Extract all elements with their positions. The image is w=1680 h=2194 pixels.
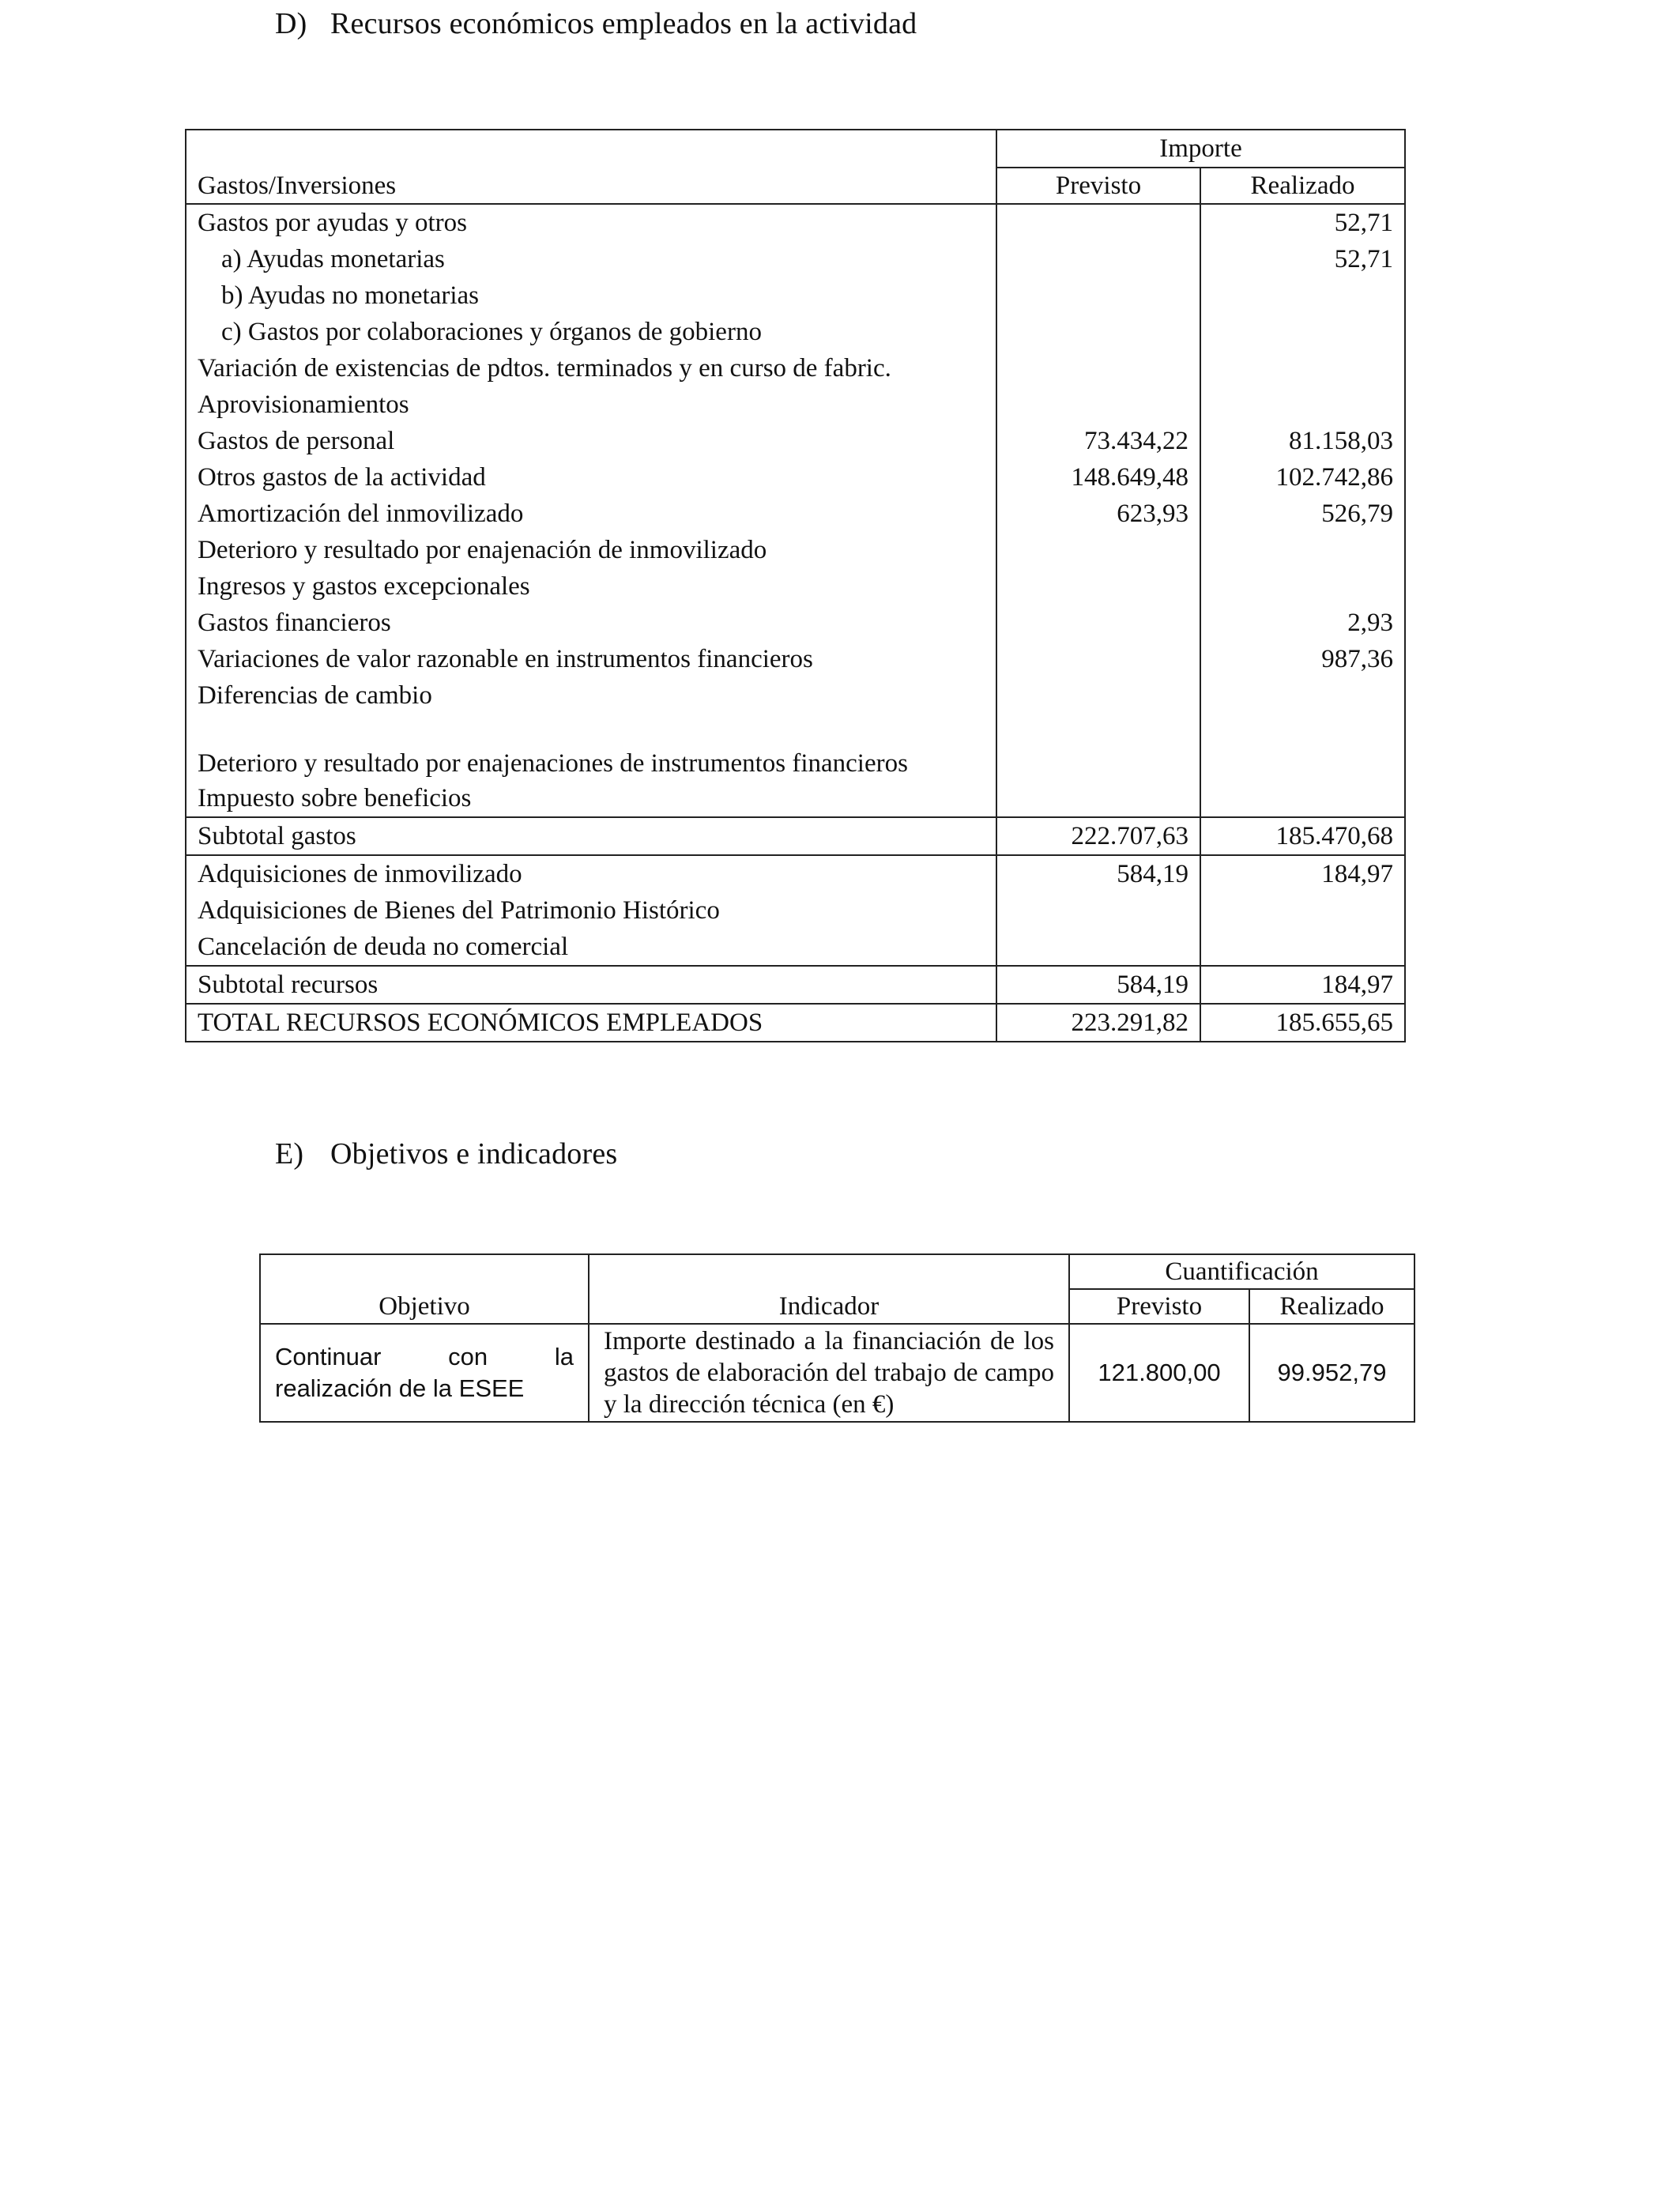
row-label: Variaciones de valor razonable en instrumentos financieros xyxy=(186,641,996,677)
row-realizado xyxy=(1200,314,1405,350)
table-row xyxy=(186,459,1405,496)
subtotal-recursos-row xyxy=(186,966,1405,1004)
row-realizado: 102.742,86 xyxy=(1200,459,1405,496)
row-previsto: 623,93 xyxy=(996,496,1200,532)
row-realizado xyxy=(1200,277,1405,314)
row-label: Aprovisionamientos xyxy=(186,386,996,423)
row-label: Cancelación de deuda no comercial xyxy=(186,929,996,966)
row-previsto xyxy=(996,714,1200,780)
row-realizado xyxy=(1200,568,1405,605)
table-row xyxy=(186,386,1405,423)
row-realizado xyxy=(1200,532,1405,568)
row-realizado: 52,71 xyxy=(1200,241,1405,277)
table-row xyxy=(186,423,1405,459)
row-label: Adquisiciones de inmovilizado xyxy=(186,855,996,892)
table-row xyxy=(186,714,1405,780)
table-row xyxy=(186,568,1405,605)
row-label: Gastos de personal xyxy=(186,423,996,459)
objetivo-line-1: Continuar con la xyxy=(275,1343,574,1370)
row-realizado: 81.158,03 xyxy=(1200,423,1405,459)
row-realizado: 52,71 xyxy=(1200,204,1405,241)
row-previsto xyxy=(996,277,1200,314)
table-row xyxy=(186,892,1405,929)
subtotal-recursos-label: Subtotal recursos xyxy=(186,966,996,1004)
section-d-letter: D) xyxy=(275,7,307,40)
table-row xyxy=(186,605,1405,641)
objetivo-cell xyxy=(260,1324,589,1422)
total-realizado: 185.655,65 xyxy=(1200,1004,1405,1042)
row-label: b) Ayudas no monetarias xyxy=(186,277,996,314)
table-row xyxy=(186,204,1405,241)
row-label: Gastos por ayudas y otros xyxy=(186,204,996,241)
row-label: Impuesto sobre beneficios xyxy=(186,780,996,817)
table-row xyxy=(186,855,1405,892)
table-row xyxy=(186,314,1405,350)
row-label: Deterioro y resultado por enajenaciones de instrumentos financieros xyxy=(186,714,996,780)
row-label: Amortización del inmovilizado xyxy=(186,496,996,532)
row-label: Ingresos y gastos excepcionales xyxy=(186,568,996,605)
row-previsto xyxy=(996,892,1200,929)
table-row xyxy=(186,496,1405,532)
table-row xyxy=(186,241,1405,277)
header-realizado: Realizado xyxy=(1249,1289,1414,1324)
subtotal-recursos-previsto: 584,19 xyxy=(996,966,1200,1004)
row-realizado xyxy=(1200,929,1405,966)
total-previsto: 223.291,82 xyxy=(996,1004,1200,1042)
section-d-heading xyxy=(275,6,917,41)
table-row xyxy=(186,277,1405,314)
row-realizado xyxy=(1200,892,1405,929)
header-cuantificacion: Cuantificación xyxy=(1069,1254,1414,1289)
row-label: Gastos financieros xyxy=(186,605,996,641)
subtotal-gastos-label: Subtotal gastos xyxy=(186,817,996,855)
row-realizado xyxy=(1200,714,1405,780)
objetivo-line-2: realización de la ESEE xyxy=(275,1374,525,1402)
header-importe: Importe xyxy=(996,130,1405,168)
indicador-cell: Importe destinado a la financiación de los gastos de elaboración del trabajo de campo y la dirección técnica (en €) xyxy=(589,1324,1069,1422)
table-row xyxy=(186,929,1405,966)
row-realizado xyxy=(1200,350,1405,386)
row-previsto xyxy=(996,568,1200,605)
row-previsto xyxy=(996,386,1200,423)
realizado-cell: 99.952,79 xyxy=(1249,1324,1414,1422)
section-d-title: Recursos económicos empleados en la actividad xyxy=(330,7,917,40)
subtotal-recursos-realizado: 184,97 xyxy=(1200,966,1405,1004)
previsto-cell: 121.800,00 xyxy=(1069,1324,1249,1422)
row-label: Diferencias de cambio xyxy=(186,677,996,714)
row-previsto xyxy=(996,641,1200,677)
row-realizado: 987,36 xyxy=(1200,641,1405,677)
row-previsto: 584,19 xyxy=(996,855,1200,892)
row-label: a) Ayudas monetarias xyxy=(186,241,996,277)
row-previsto xyxy=(996,677,1200,714)
row-label: Adquisiciones de Bienes del Patrimonio Histórico xyxy=(186,892,996,929)
row-label: Deterioro y resultado por enajenación de inmovilizado xyxy=(186,532,996,568)
header-objetivo: Objetivo xyxy=(260,1254,589,1324)
row-previsto xyxy=(996,780,1200,817)
row-realizado: 184,97 xyxy=(1200,855,1405,892)
table-row xyxy=(186,350,1405,386)
row-previsto xyxy=(996,204,1200,241)
header-previsto: Previsto xyxy=(1069,1289,1249,1324)
row-label: Variación de existencias de pdtos. terminados y en curso de fabric. xyxy=(186,350,996,386)
table-row xyxy=(186,780,1405,817)
table-row xyxy=(260,1324,1414,1422)
header-previsto: Previsto xyxy=(996,168,1200,204)
row-realizado xyxy=(1200,386,1405,423)
row-label: c) Gastos por colaboraciones y órganos de gobierno xyxy=(186,314,996,350)
subtotal-gastos-row xyxy=(186,817,1405,855)
row-previsto xyxy=(996,532,1200,568)
section-e-letter: E) xyxy=(275,1137,304,1171)
row-realizado: 2,93 xyxy=(1200,605,1405,641)
table-row xyxy=(186,641,1405,677)
subtotal-gastos-previsto: 222.707,63 xyxy=(996,817,1200,855)
resources-table xyxy=(185,129,1406,1042)
row-previsto: 73.434,22 xyxy=(996,423,1200,459)
table-row xyxy=(186,532,1405,568)
total-row xyxy=(186,1004,1405,1042)
row-previsto xyxy=(996,929,1200,966)
header-realizado: Realizado xyxy=(1200,168,1405,204)
table-row xyxy=(186,677,1405,714)
row-label: Otros gastos de la actividad xyxy=(186,459,996,496)
row-realizado: 526,79 xyxy=(1200,496,1405,532)
subtotal-gastos-realizado: 185.470,68 xyxy=(1200,817,1405,855)
row-previsto xyxy=(996,605,1200,641)
section-e-title: Objetivos e indicadores xyxy=(330,1137,618,1171)
header-gastos-inversiones: Gastos/Inversiones xyxy=(186,168,996,204)
row-realizado xyxy=(1200,677,1405,714)
row-previsto: 148.649,48 xyxy=(996,459,1200,496)
section-e-heading xyxy=(275,1137,617,1171)
header-indicador: Indicador xyxy=(589,1254,1069,1324)
objectives-table xyxy=(259,1253,1415,1423)
row-previsto xyxy=(996,350,1200,386)
row-previsto xyxy=(996,314,1200,350)
row-realizado xyxy=(1200,780,1405,817)
header-label-top xyxy=(186,130,996,168)
total-label: TOTAL RECURSOS ECONÓMICOS EMPLEADOS xyxy=(186,1004,996,1042)
row-previsto xyxy=(996,241,1200,277)
